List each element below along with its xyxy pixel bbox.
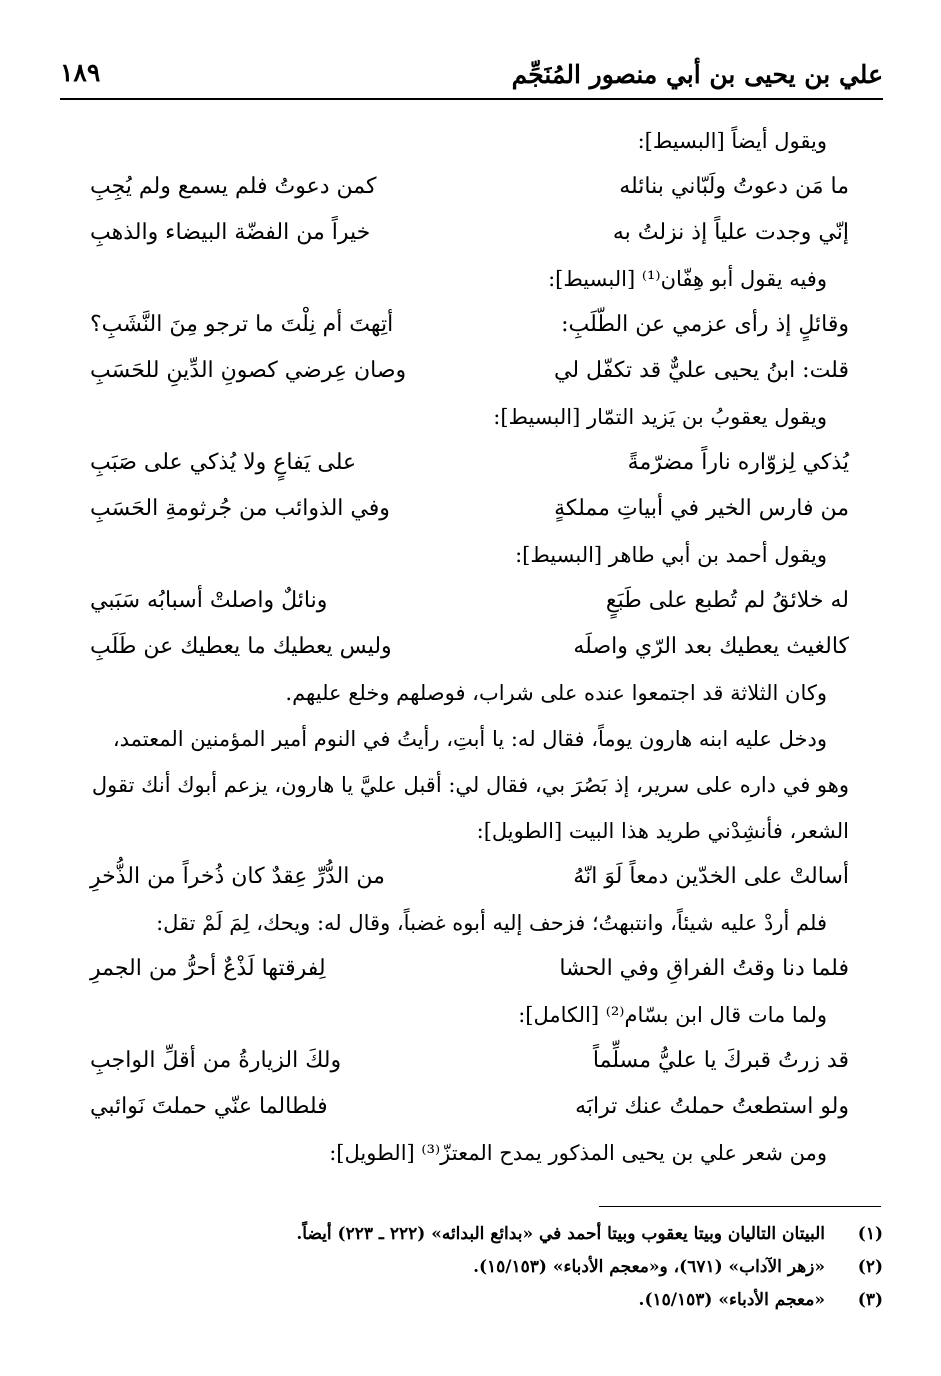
footnote-number: (٣) [857, 1290, 883, 1310]
footnote-number: (٢) [857, 1257, 883, 1277]
footnote [92, 1251, 883, 1284]
poem-intro: ويقول أحمد بن أبي طاهر [البسيط]: [515, 543, 827, 567]
verse-line [90, 348, 849, 394]
footnote-text: «زهر الآداب» (٦٧١)، و«معجم الأدباء» (١٥/١٥٣). [473, 1257, 825, 1277]
verse-line [90, 1084, 849, 1130]
verse-line [90, 302, 849, 348]
poem-intro: ولما مات قال ابن بسّام⁽²⁾ [الكامل]: [518, 1003, 827, 1027]
verse-second-hemistich: خيراً من الفضّة البيضاء والذهبِ [90, 220, 371, 245]
verse-second-hemistich: كمن دعوتُ فلم يسمع ولم يُجِبِ [90, 174, 377, 199]
prose-line: الشعر، فأنشِدْني طريد هذا البيت [الطويل]: [476, 819, 849, 843]
footnote-divider [599, 1206, 881, 1207]
verse-second-hemistich: من الدُّرِّ عِقدٌ كان ذُخراً من الذُّخرِ [90, 864, 385, 889]
verse-first-hemistich: قلت: ابنُ يحيى عليٌّ قد تكفّل لي [554, 358, 849, 383]
verse-second-hemistich: أتِهتَ أم نِلْتَ ما ترجو مِنَ النَّشَبِ؟ [90, 312, 394, 337]
prose-line: فلم أردْ عليه شيئاً، وانتبهتُ؛ فزحف إليه أبوه غضباً، وقال له: ويحك، لِمَ لَمْ تقل: [156, 911, 827, 935]
verse-second-hemistich: وليس يعطيك ما يعطيك عن طَلَبِ [90, 634, 392, 659]
main-text [90, 118, 849, 1176]
verse-line [90, 854, 849, 900]
verse-first-hemistich: فلما دنا وقتُ الفراقِ وفي الحشا [559, 956, 849, 981]
poem-intro: وفيه يقول أبو هِفّان⁽¹⁾ [البسيط]: [548, 267, 827, 291]
prose-line: وكان الثلاثة قد اجتمعوا عنده على شراب، فوصلهم وخلع عليهم. [285, 681, 827, 705]
verse-second-hemistich: وفي الذوائب من جُرثومةِ الحَسَبِ [90, 496, 390, 521]
verse-first-hemistich: له خلائقُ لم تُطبع على طَبَعٍ [605, 588, 849, 613]
verse-second-hemistich: وصان عِرضي كصونِ الدِّينِ للحَسَبِ [90, 358, 407, 383]
verse-line [90, 440, 849, 486]
verse-first-hemistich: يُذكي لِزوّاره ناراً مضرّمةً [627, 450, 849, 475]
verse-second-hemistich: فلطالما عنّي حملتَ نَوائبي [90, 1094, 328, 1119]
verse-first-hemistich: ما مَن دعوتُ ولَبّاني بنائله [619, 174, 849, 199]
footnote-text: «معجم الأدباء» (١٥/١٥٣). [638, 1290, 825, 1310]
verse-first-hemistich: ولو استطعتُ حملتُ عنك ترابَه [575, 1094, 849, 1119]
verse-line [90, 578, 849, 624]
verse-line [90, 164, 849, 210]
verse-second-hemistich: ونائلٌ واصلتْ أسبابُه سَبَبي [90, 588, 328, 613]
page-number: ١٨٩ [60, 58, 101, 87]
verse-line [90, 210, 849, 256]
verse-second-hemistich: لِفرقتها لَذْعٌ أحرُّ من الجمرِ [90, 956, 326, 981]
verse-second-hemistich: ولكَ الزيارةُ من أقلِّ الواجبِ [90, 1048, 342, 1073]
verse-first-hemistich: قد زرتُ قبركَ يا عليُّ مسلِّماً [592, 1048, 849, 1073]
verse-first-hemistich: وقائلٍ إذ رأى عزمي عن الطّلَبِ: [561, 312, 849, 337]
verse-line [90, 486, 849, 532]
footnote [92, 1218, 883, 1251]
verse-first-hemistich: من فارس الخير في أبياتِ مملكةٍ [554, 496, 849, 521]
verse-first-hemistich: كالغيث يعطيك بعد الرّي واصلَه [573, 634, 849, 659]
footnote-text: البيتان التاليان وبيتا يعقوب وبيتا أحمد في «بدائع البدائه» (٢٢٢ ـ ٢٢٣) أيضاً. [296, 1224, 825, 1244]
poem-intro: ومن شعر علي بن يحيى المذكور يمدح المعتزّ⁽³⁾ [الطويل]: [329, 1141, 827, 1165]
verse-first-hemistich: إنّي وجدت علياً إذ نزلتُ به [612, 220, 849, 245]
footnotes [92, 1218, 883, 1317]
poem-intro: ويقول أيضاً [البسيط]: [637, 129, 827, 153]
running-title: علي بن يحيى بن أبي منصور المُنَجِّم [511, 60, 883, 89]
verse-first-hemistich: أسالتْ على الخدّين دمعاً لَوَ انّهُ [573, 864, 849, 889]
footnote-number: (١) [857, 1224, 883, 1244]
page-header [60, 52, 883, 100]
verse-line [90, 946, 849, 992]
verse-line [90, 1038, 849, 1084]
verse-line [90, 624, 849, 670]
prose-line: ودخل عليه ابنه هارون يوماً، فقال له: يا أبتِ، رأيتُ في النوم أمير المؤمنين المعتمد، [112, 727, 827, 751]
verse-second-hemistich: على يَفاعٍ ولا يُذكي على صَبَبِ [90, 450, 357, 475]
prose-line: وهو في داره على سرير، إذ بَصُرَ بي، فقال لي: أقبل عليَّ يا هارون، يزعم أبوك أنك تقول [91, 773, 849, 797]
footnote [92, 1284, 883, 1317]
poem-intro: ويقول يعقوبُ بن يَزيد التمّار [البسيط]: [493, 405, 827, 429]
